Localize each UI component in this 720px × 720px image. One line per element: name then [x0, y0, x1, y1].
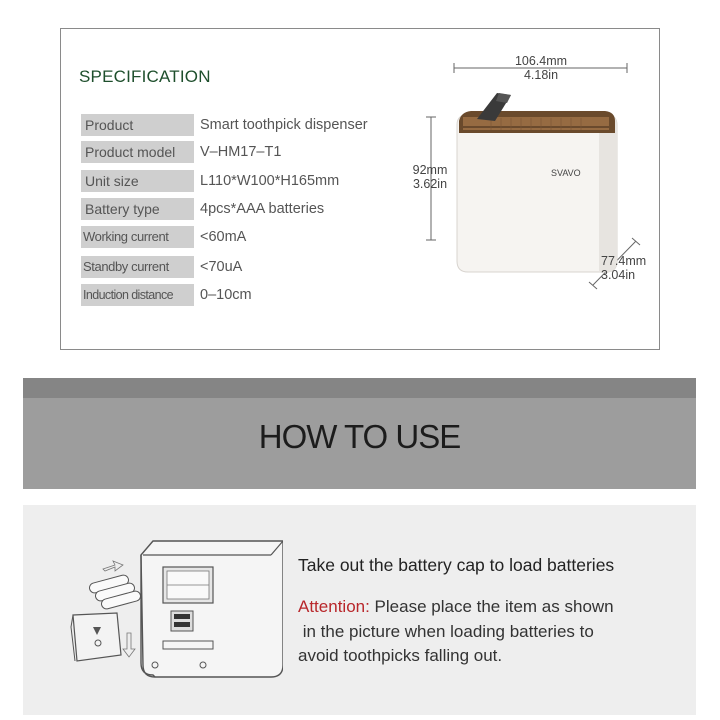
spec-label: Working current: [81, 226, 194, 248]
spec-label: Standby current: [81, 256, 194, 278]
attention-label: Attention:: [298, 597, 370, 616]
spec-label: Induction distance: [81, 284, 194, 306]
instruction-panel: [23, 505, 696, 715]
depth-dimension: [601, 254, 661, 282]
spec-row-working-current: [81, 226, 246, 248]
width-mm: 106.4mm: [514, 54, 568, 68]
how-to-use-banner: [23, 378, 696, 489]
width-dimension: [481, 54, 601, 82]
how-to-use-title: HOW TO USE: [258, 418, 461, 455]
spec-value: <60mA: [200, 229, 247, 245]
depth-in: 3.04in: [601, 268, 636, 282]
height-dimension: [406, 163, 454, 191]
spec-value: Smart toothpick dispenser: [200, 117, 368, 133]
spec-value: V–HM17–T1: [200, 144, 282, 160]
height-mm: 92mm: [412, 163, 448, 177]
instruction-title: Take out the battery cap to load batteries: [298, 555, 615, 575]
spec-value: <70uA: [200, 259, 243, 275]
spec-value: L110*W100*H165mm: [200, 173, 340, 189]
spec-row-product: [81, 114, 368, 136]
attention-note: [298, 595, 688, 669]
height-in: 3.62in: [412, 177, 448, 191]
specification-title: SPECIFICATION: [79, 67, 211, 86]
spec-value: 0–10cm: [200, 287, 252, 303]
spec-label: Unit size: [81, 170, 194, 192]
spec-row-battery: [81, 198, 324, 220]
depth-mm: 77.4mm: [601, 254, 647, 268]
spec-label: Battery type: [81, 198, 194, 220]
spec-label: Product: [81, 114, 194, 136]
brand-logo: SVAVO: [551, 168, 581, 178]
specification-card: [60, 28, 660, 350]
spec-row-unit-size: [81, 170, 339, 192]
attention-text-line2: in the picture when loading batteries to: [298, 621, 594, 641]
spec-label: Product model: [81, 141, 194, 163]
battery-loading-illustration: [43, 515, 283, 695]
attention-text-line1: Please place the item as shown: [369, 597, 614, 616]
attention-text-line3: avoid toothpicks falling out.: [298, 646, 503, 665]
spec-row-standby-current: [81, 256, 242, 278]
width-in: 4.18in: [523, 68, 559, 82]
spec-row-model: [81, 141, 281, 163]
spec-value: 4pcs*AAA batteries: [200, 201, 325, 217]
spec-row-induction-distance: [81, 284, 252, 306]
